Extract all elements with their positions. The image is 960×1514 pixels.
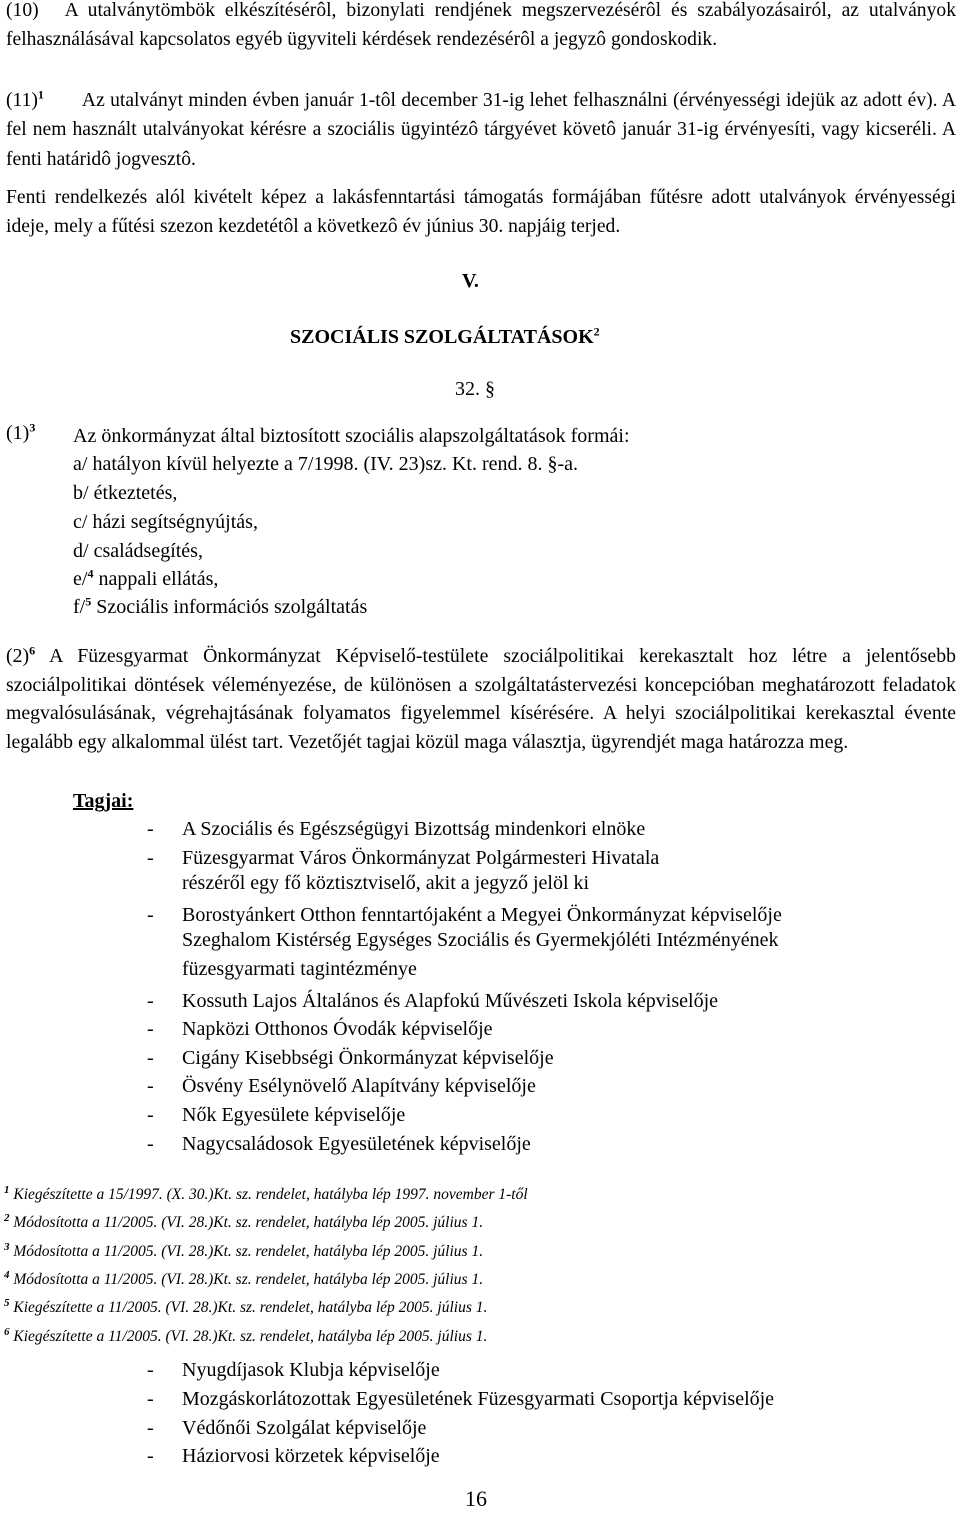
page-number: 16 (465, 1486, 487, 1511)
list-dash: - (147, 1104, 154, 1126)
list-item-prefix: b/ (73, 482, 89, 504)
member-text: Védőnői Szolgálat képviselője (182, 1417, 427, 1439)
footnote-number: 3 (4, 1240, 10, 1253)
footnote-text: Módosította a 11/2005. (VI. 28.)Kt. sz. rendelet, hatályba lép 2005. július 1. (13, 1271, 484, 1288)
member-text: Füzesgyarmat Város Önkormányzat Polgármesteri Hivatala (182, 846, 660, 869)
service-list-item (73, 453, 578, 476)
member-item (147, 1356, 440, 1385)
footnote-number: 4 (4, 1268, 10, 1281)
service-list-item (73, 540, 203, 563)
list-item-prefix: d/ (73, 540, 89, 562)
list-dash: - (147, 1132, 154, 1155)
paragraph-1-intro: Az önkormányzat által biztosított szociális alapszolgáltatások formái: (73, 425, 630, 447)
footnote (4, 1296, 488, 1317)
list-dash: - (147, 989, 154, 1012)
footnote (4, 1325, 488, 1346)
paragraph-2 (6, 642, 956, 756)
paragraph-11-continued (6, 183, 956, 242)
member-item (147, 1414, 426, 1443)
list-item-prefix: e/ (73, 568, 88, 590)
list-dash: - (147, 1417, 154, 1439)
list-dash: - (147, 1046, 154, 1069)
footnote-text: Módosította a 11/2005. (VI. 28.)Kt. sz. rendelet, hatályba lép 2005. július 1. (13, 1214, 484, 1231)
chapter-title: SZOCIÁLIS SZOLGÁLTATÁSOK$^2$ (290, 324, 600, 348)
list-dash: - (147, 1359, 154, 1381)
footnote-number: 1 (4, 1183, 10, 1196)
list-item-prefix: c/ (73, 511, 88, 533)
member-text: Nagycsaládosok Egyesületének képviselője (182, 1132, 531, 1155)
member-item (147, 1442, 440, 1471)
list-item-text: nappali ellátás, (93, 568, 219, 590)
paragraph-text: Az utalványt minden évben január 1-tôl december 31-ig lehet felhasználni (érvényességi idejük az adott év). A fel nem használt utalványokat kérésre a szociális ügyintézô tárgyévet követô január 31-ig érvényesíti, vagy kicseréli. A fenti határidô jogvesztô. (6, 90, 956, 170)
footnote (4, 1268, 484, 1289)
list-dash: - (147, 846, 154, 869)
footnote-number: 6 (4, 1325, 10, 1338)
list-item-prefix: a/ (73, 453, 88, 475)
footnote (4, 1240, 484, 1261)
footnote-text: Kiegészítette a 11/2005. (VI. 28.)Kt. sz. rendelet, hatályba lép 2005. július 1. (13, 1299, 488, 1316)
footnote-text: Kiegészítette a 11/2005. (VI. 28.)Kt. sz. rendelet, hatályba lép 2005. július 1. (13, 1328, 488, 1345)
list-dash: - (147, 1018, 154, 1041)
list-item-text: házi segítségnyújtás, (87, 511, 258, 533)
service-list-item (73, 568, 218, 591)
list-dash: - (147, 1075, 154, 1098)
footnote-ref: 3 (29, 420, 36, 435)
member-item (147, 1130, 531, 1159)
member-text: Nyugdíjasok Klubja képviselője (182, 1359, 440, 1381)
member-text: Háziorvosi körzetek képviselője (182, 1445, 440, 1467)
paragraph-number: (10) (6, 0, 39, 21)
member-item (147, 844, 659, 873)
paragraph-1-number: $(1)^3$ (6, 420, 36, 444)
member-item-continued: részéről egy fő köztisztviselő, akit a jegyző jelöl ki (182, 872, 590, 895)
member-text: Ösvény Esélynövelő Alapítvány képviselője (182, 1075, 536, 1098)
member-text: Napközi Otthonos Óvodák képviselője (182, 1018, 493, 1041)
member-item-continued: füzesgyarmati tagintézménye (182, 958, 417, 980)
list-item-text: családsegítés, (88, 540, 203, 562)
member-item (147, 1385, 774, 1414)
list-item-text: étkeztetés, (88, 482, 178, 504)
footnote-ref: 2 (593, 324, 600, 339)
member-item-continued: Szeghalom Kistérség Egységes Szociális és Gyermekjóléti Intézményének (182, 929, 779, 952)
list-item-text: Szociális információs szolgáltatás (91, 596, 368, 618)
footnote-ref: 6 (29, 643, 36, 658)
member-item (147, 1044, 554, 1073)
footnote-ref: 5 (85, 594, 92, 609)
members-label: Tagjai: (73, 790, 134, 812)
member-text: Kossuth Lajos Általános és Alapfokú Művészeti Iskola képviselője (182, 989, 719, 1012)
footnote-number: 2 (4, 1211, 10, 1224)
list-item-prefix: f/ (73, 596, 86, 618)
list-item-text: hatályon kívül helyezte a 7/1998. (IV. 23)sz. Kt. rend. 8. §-a. (87, 453, 579, 475)
footnote-text: Módosította a 11/2005. (VI. 28.)Kt. sz. rendelet, hatályba lép 2005. július 1. (13, 1243, 484, 1260)
paragraph-text: A Füzesgyarmat Önkormányzat Képviselő-testülete szociálpolitikai kerekasztalt hoz létre a jelentősebb szociálpolitikai döntések véleményezése, de különösen a szolgáltatástervezési koncepcióban meghatározott feladatok megvalósulásának, végrehajtásának folyamatos figyelemmel kísérésére. A helyi szociálpolitikai kerekasztal évente legalább egy alkalommal ülést tart. Vezetőjét tagjai közül maga választja, ügyrendjét maga határozza meg. (6, 645, 956, 753)
paragraph-text: A utalványtömbök elkészítésérôl, bizonylati rendjének megszervezésérôl és szabályozásairól, az utalványok felhasználásával kapcsolatos egyéb ügyviteli kérdések rendezésérôl a jegyzô gondoskodik. (6, 0, 956, 51)
service-list-item (73, 482, 177, 505)
list-dash: - (147, 903, 154, 926)
footnote (4, 1183, 528, 1204)
member-item (147, 1101, 405, 1130)
list-dash: - (147, 1388, 154, 1410)
list-dash: - (147, 1445, 154, 1467)
chapter-number: V. (462, 270, 479, 292)
member-text: Mozgáskorlátozottak Egyesületének Füzesgyarmati Csoportja képviselője (182, 1388, 775, 1410)
paragraph-number: (2) (6, 645, 30, 667)
footnote-ref: 4 (87, 566, 94, 581)
member-item (147, 901, 782, 930)
member-text: Borostyánkert Otthon fenntartójaként a Megyei Önkormányzat képviselője (182, 903, 782, 926)
footnote-text: Kiegészítette a 15/1997. (X. 30.)Kt. sz. rendelet, hatályba lép 1997. november 1-től (13, 1186, 528, 1203)
service-list-item (73, 596, 367, 619)
member-text: A Szociális és Egészségügyi Bizottság mindenkori elnöke (182, 818, 646, 840)
member-item (147, 1015, 493, 1044)
member-text: Cigány Kisebbségi Önkormányzat képviselője (182, 1046, 554, 1069)
member-text: Nők Egyesülete képviselője (182, 1104, 406, 1126)
paragraph-11 (6, 86, 956, 174)
section-number: 32. § (455, 378, 495, 400)
member-item (147, 987, 718, 1016)
member-item (147, 815, 645, 844)
member-item (147, 1072, 536, 1101)
paragraph-text: Fenti rendelkezés alól kivételt képez a lakásfenntartási támogatás formájában fűtésre adott utalványok érvényességi ideje, mely a fűtési szezon kezdetétôl a következô év június 30. napjáig terjed. (6, 187, 956, 238)
footnote-number: 5 (4, 1296, 10, 1309)
service-list-item (73, 511, 258, 534)
paragraph-10 (6, 0, 956, 55)
list-dash: - (147, 818, 154, 840)
footnote-ref: 1 (37, 87, 44, 102)
footnote (4, 1211, 484, 1232)
paragraph-number: (11) (6, 90, 38, 111)
